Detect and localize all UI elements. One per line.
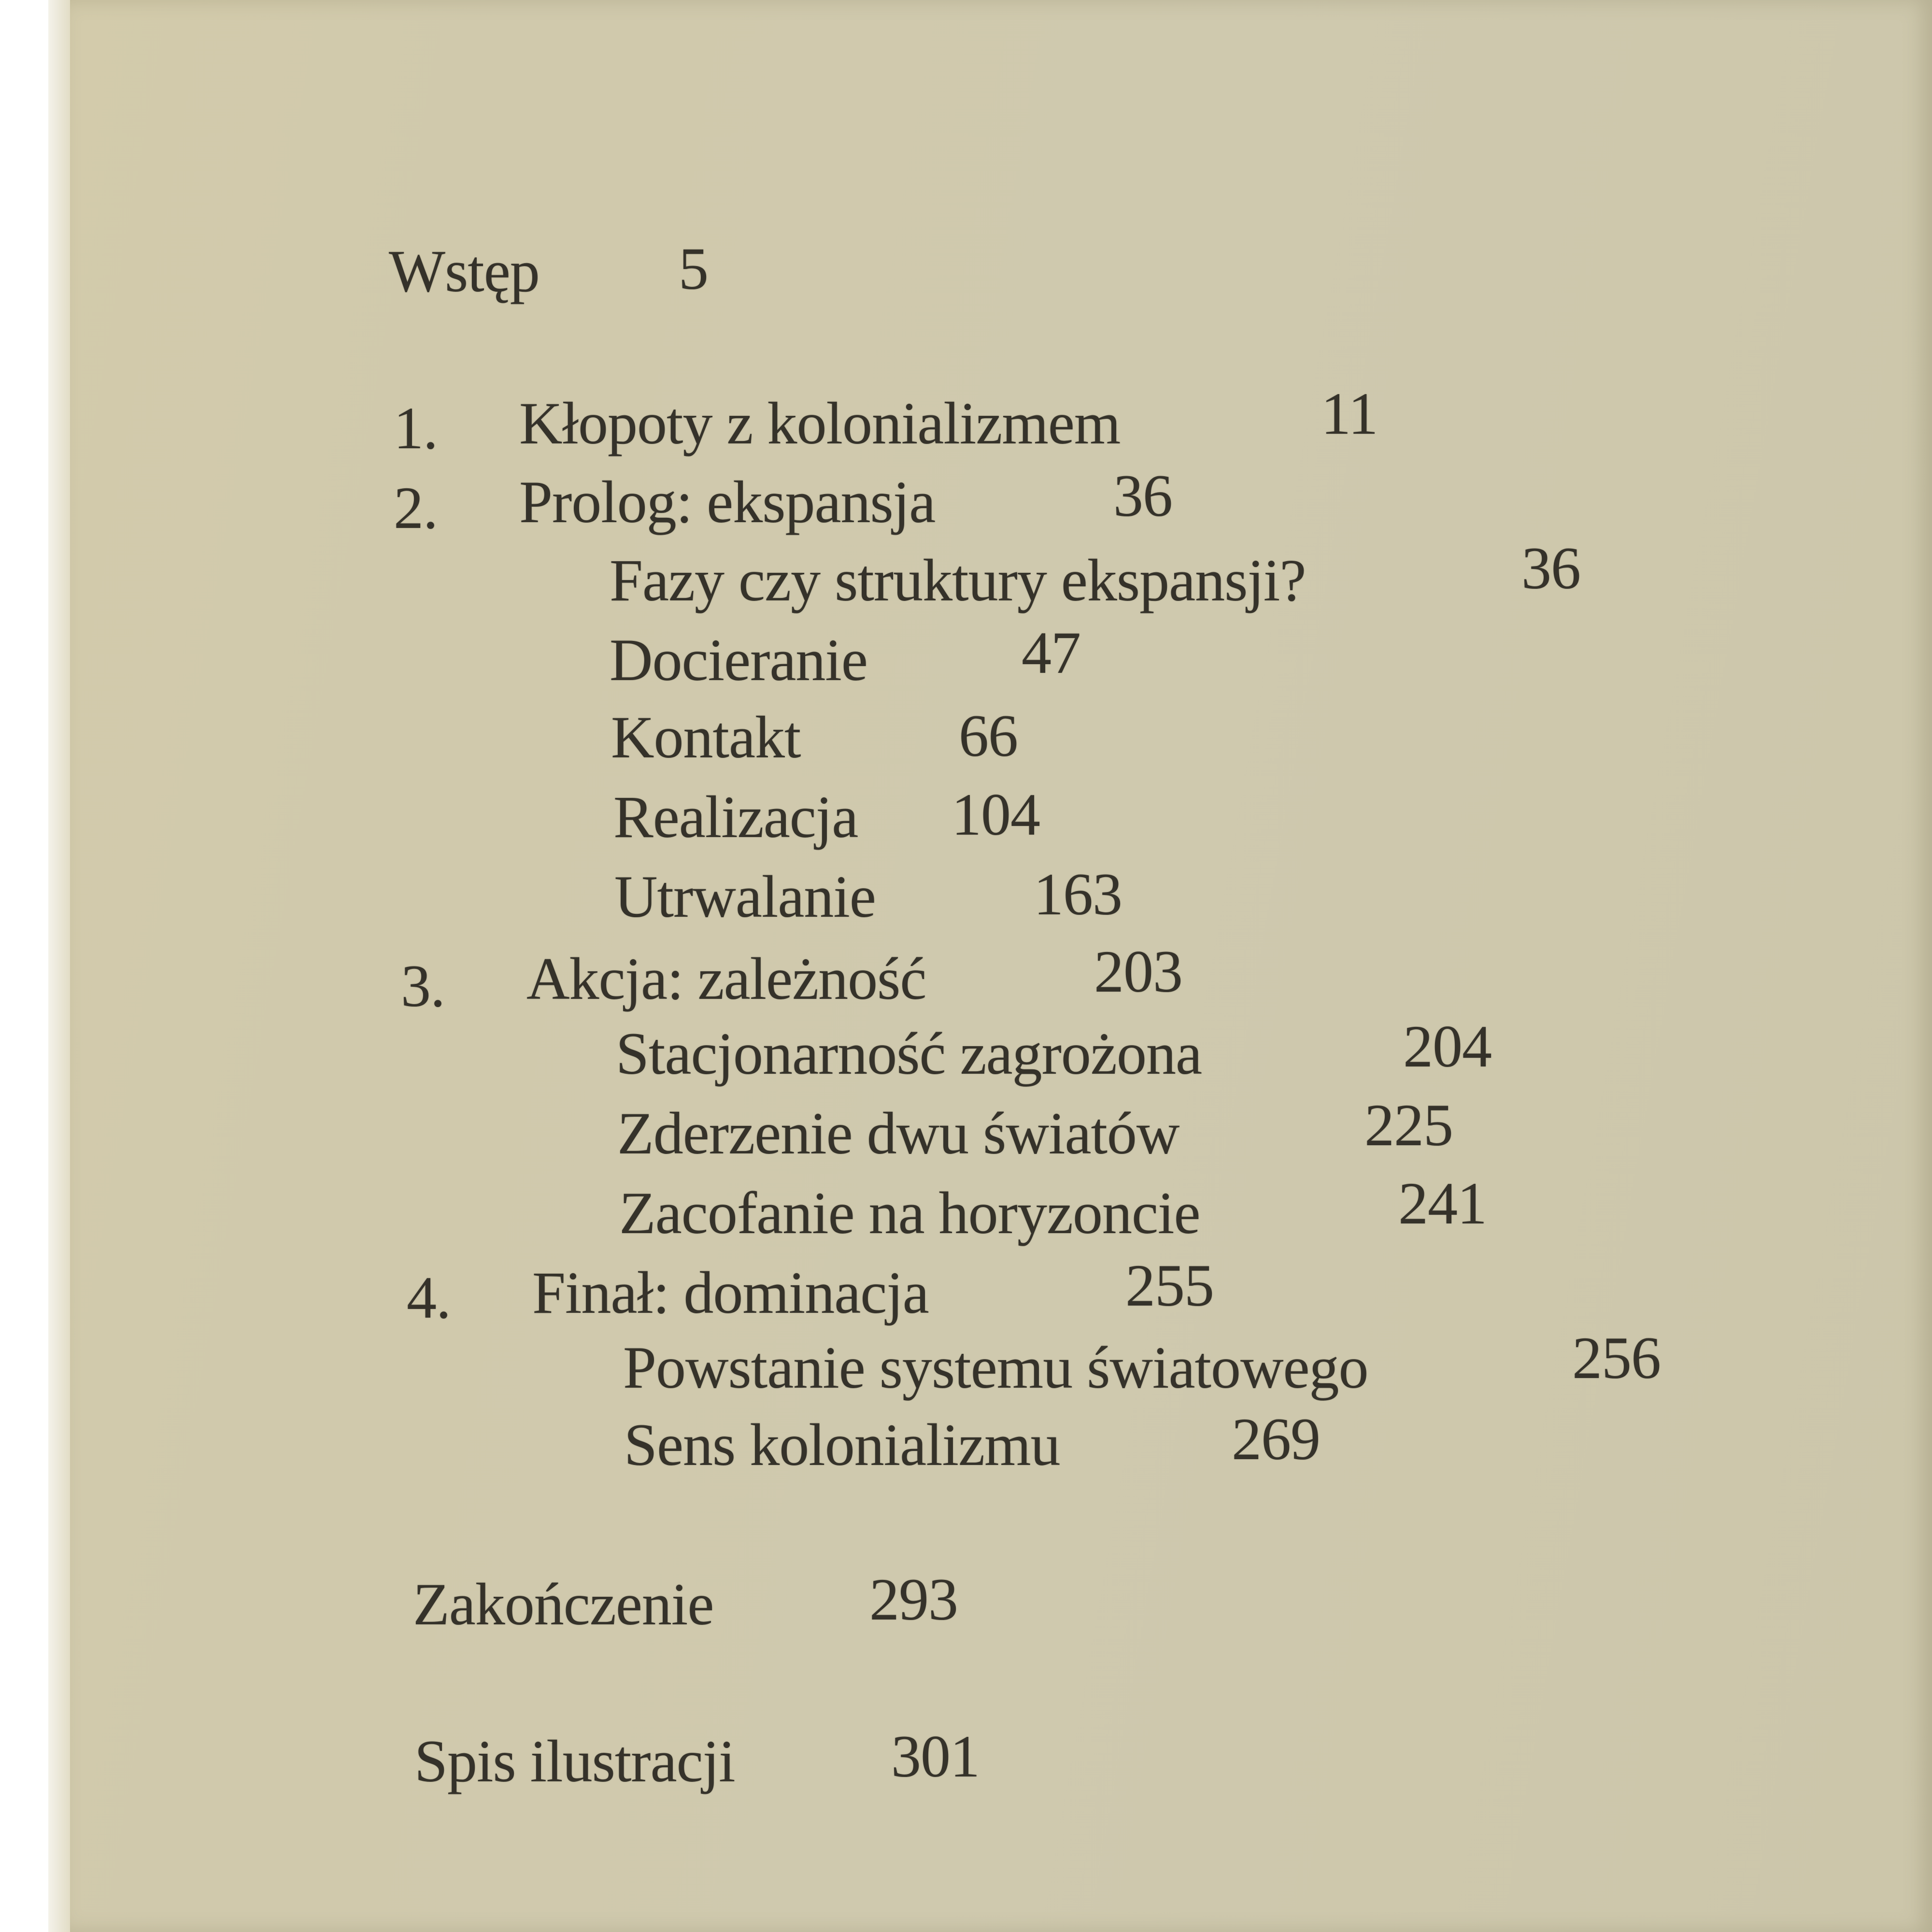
- toc-section-2-4-title: Realizacja: [613, 784, 858, 850]
- toc-conclusion-title: Zakończenie: [413, 1571, 714, 1637]
- toc-section-4-1-page: 256: [1572, 1325, 1661, 1391]
- toc-conclusion-page: 293: [869, 1566, 958, 1633]
- toc-section-2-4-page: 104: [952, 781, 1040, 848]
- toc-chapter-1-title: Kłopoty z kolonializmem: [519, 390, 1121, 456]
- toc-illustrations-title: Spis ilustracji: [414, 1728, 735, 1794]
- toc-section-2-1-title: Fazy czy struktury ekspansji?: [610, 547, 1306, 613]
- toc-section-2-5-page: 163: [1034, 861, 1122, 927]
- toc-section-2-5-title: Utrwalanie: [614, 864, 876, 930]
- toc-section-3-3-page: 241: [1398, 1170, 1487, 1236]
- toc-section-4-2-title: Sens kolonializmu: [624, 1412, 1060, 1478]
- toc-section-3-1-page: 204: [1403, 1013, 1492, 1080]
- toc-intro-page: 5: [679, 236, 708, 302]
- toc-section-3-3-title: Zacofanie na horyzoncie: [619, 1180, 1200, 1246]
- toc-section-2-2-title: Docieranie: [610, 627, 867, 693]
- toc-chapter-2-page: 36: [1113, 463, 1172, 529]
- toc-chapter-3-title: Akcja: zależność: [526, 946, 926, 1012]
- toc-section-4-1-title: Powstanie systemu światowego: [623, 1335, 1368, 1401]
- toc-section-4-2-page: 269: [1232, 1406, 1320, 1472]
- toc-chapter-3-number: 3.: [401, 953, 445, 1019]
- toc-section-2-3-title: Kontakt: [611, 704, 801, 770]
- toc-section-3-1-title: Stacjonarność zagrożona: [616, 1021, 1202, 1087]
- toc-chapter-2-title: Prolog: ekspansja: [519, 469, 936, 535]
- toc-section-2-3-page: 66: [959, 703, 1018, 769]
- toc-section-3-2-page: 225: [1364, 1092, 1453, 1158]
- toc-illustrations-page: 301: [891, 1723, 980, 1790]
- toc-chapter-4-title: Finał: dominacja: [532, 1260, 929, 1326]
- toc-chapter-2-number: 2.: [394, 475, 438, 541]
- toc-chapter-1-number: 1.: [394, 395, 438, 461]
- toc-section-2-2-page: 47: [1022, 620, 1080, 686]
- toc-section-2-1-page: 36: [1521, 535, 1580, 601]
- toc-chapter-1-page: 11: [1321, 381, 1378, 447]
- toc-chapter-4-number: 4.: [407, 1264, 451, 1331]
- toc-chapter-3-page: 203: [1094, 938, 1182, 1005]
- toc-intro-title: Wstęp: [389, 238, 540, 304]
- toc-chapter-4-page: 255: [1125, 1252, 1214, 1319]
- toc-section-3-2-title: Zderzenie dwu światów: [617, 1100, 1179, 1166]
